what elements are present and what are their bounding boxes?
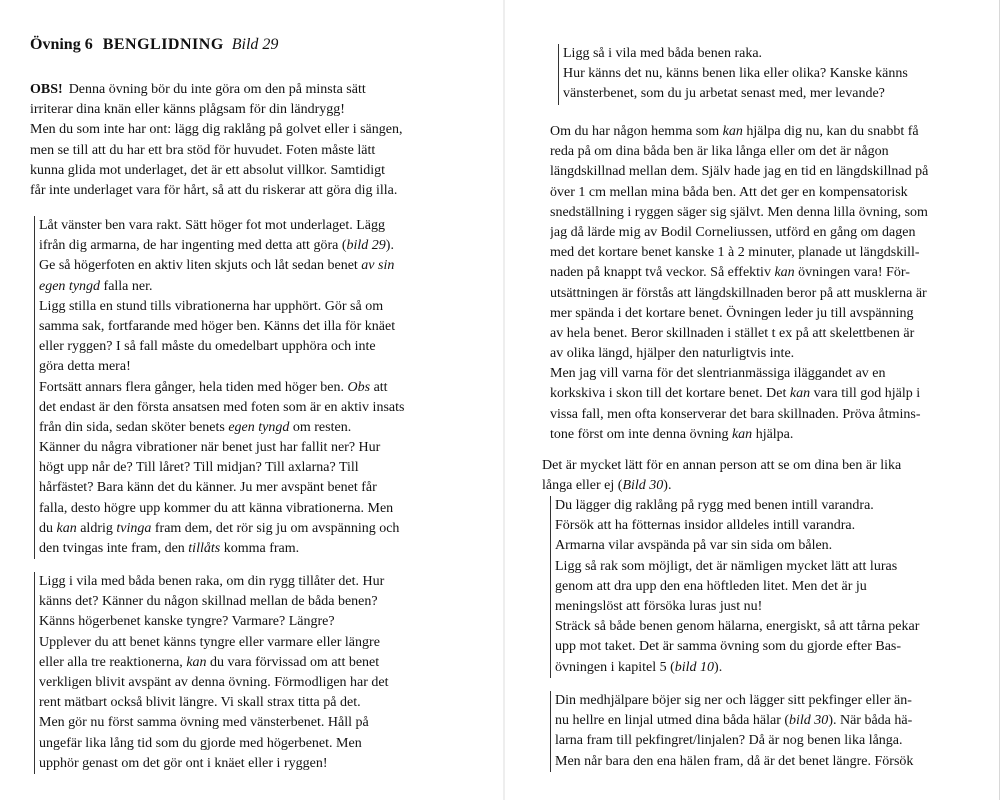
instruction-block-top [558, 44, 983, 105]
obs-label: OBS! [30, 82, 63, 97]
text-line: Ligg så i vila med båda benen raka. [563, 46, 763, 61]
text-line: snedställning i ryggen säger sig självt. Men denna lilla övning, som [550, 204, 928, 220]
instruction-block-4 [550, 691, 995, 772]
text-line: Armarna vilar avspända på var sin sida om bålen. [555, 538, 833, 554]
text-line: långa eller ej (Bild 30). [542, 478, 672, 494]
text-line: nu hellre en linjal utmed dina båda hälar (bild 30). När båda hä- [555, 713, 913, 729]
text-line: Denna övning bör du inte göra om den på minsta sätt [68, 82, 366, 97]
text-line: göra detta mera! [39, 359, 131, 375]
text-line: av hela benet. Beror skillnaden i stället t ex på att skelettbenen är [550, 325, 915, 341]
text-line: Men jag vill varna för det slentrianmässiga iläggandet av en [550, 366, 886, 382]
left-page [0, 0, 490, 800]
text-line: från din sida, sedan sköter benets egen tyngd om resten. [39, 419, 352, 435]
text-line: Fortsätt annars flera gånger, hela tiden med höger ben. Obs att [39, 379, 388, 395]
instruction-block-2 [34, 572, 459, 774]
text-line: Om du har någon hemma som kan hjälpa dig nu, kan du snabbt få [550, 124, 919, 139]
text-line: utsättningen är förstås att längdskillnaden beror på att musklerna är [550, 285, 927, 301]
text-line: vänsterbenet, som du ju arbetat senast med, mer levande? [563, 86, 885, 102]
text-line: den tvingas inte fram, den tillåts komma fram. [39, 541, 300, 556]
text-line: Men du som inte har ont: lägg dig raklång på golvet eller i sängen, [30, 122, 403, 138]
text-line: av olika längd, hjälper den naturligtvis inte. [550, 346, 795, 362]
text-line: Det är mycket lätt för en annan person att se om dina ben är lika [542, 458, 902, 473]
instruction-block-3 [550, 496, 995, 678]
text-line: längdskillnad mellan dem. Själv hade jag en tid en längdskillnad på [550, 164, 929, 180]
text-line: Men gör nu först samma övning med vänsterbenet. Håll på [39, 715, 369, 731]
text-line: rent mätbart också blivit längre. Vi skall strax titta på det. [39, 695, 361, 711]
text-line: Låt vänster ben vara rakt. Sätt höger fot mot underlaget. Lägg [39, 218, 385, 233]
text-line: Hur känns det nu, känns benen lika eller olika? Kanske känns [563, 66, 908, 82]
text-line: falla, desto högre upp kommer du att känna vibrationerna. Men [39, 500, 394, 516]
text-line: hårfästet? Bara känn det du känner. Ju mer avspänt benet får [39, 480, 377, 496]
text-line: Du lägger dig raklång på rygg med benen intill varandra. [555, 498, 874, 513]
text-line: kunna glida mot underlaget, det är ett absolut villkor. Samtidigt [30, 162, 385, 178]
exercise-number: Övning 6 [30, 36, 93, 53]
text-line: Känns högerbenet kanske tyngre? Varmare? Längre? [39, 614, 335, 630]
text-line: reda på om dina båda ben är lika långa eller om det är någon [550, 144, 889, 160]
text-line: Ge så högerfoten en aktiv liten skjuts och låt sedan benet av sin [39, 258, 395, 274]
text-line: Sträck så både benen genom hälarna, energiskt, så att tårna pekar [555, 619, 920, 635]
text-line: irriterar dina knän eller känns plågsam för din ländrygg! [30, 102, 345, 118]
text-line: Din medhjälpare böjer sig ner och lägger sitt pekfinger eller än- [555, 693, 912, 708]
paragraph-leg-length [550, 122, 1000, 445]
text-line: eller ryggen? I så fall måste du omedelbart upphöra och inte [39, 339, 376, 355]
text-line: jag då lärde mig av Bodil Corneliussen, utförd en gång om dagen [550, 224, 916, 240]
right-page [528, 0, 1006, 800]
figure-reference: Bild 29 [231, 36, 279, 53]
book-spine [503, 0, 505, 800]
text-line: naden på knappt två veckor. Så effektiv kan övningen vara! För- [550, 265, 910, 281]
text-line: Försök att ha fötternas insidor alldeles intill varandra. [555, 518, 856, 534]
text-line: det endast är den första ansatsen med foten som är en aktiv insats [39, 399, 405, 415]
instruction-block-1 [34, 216, 459, 559]
text-line: tone först om inte denna övning kan hjälpa. [550, 426, 794, 442]
text-line: upphör genast om det gör ont i knäet eller i ryggen! [39, 755, 328, 771]
intro-paragraph [30, 80, 485, 201]
text-line: vissa fall, men ofta konserverar det bara skillnaden. Pröva åtmins- [550, 406, 921, 422]
text-line: Ligg i vila med båda benen raka, om din rygg tillåter det. Hur [39, 574, 385, 589]
text-line: övningen i kapitel 5 (bild 10). [555, 659, 723, 675]
text-line: meningslöst att försöka luras just nu! [555, 598, 763, 614]
text-line: genom att dra upp den ena höftleden litet. Men det är ju [555, 578, 867, 594]
text-line: egen tyngd falla ner. [39, 278, 153, 294]
text-line: över 1 cm mellan mina båda ben. Att det ger en kompensatorisk [550, 184, 908, 200]
exercise-heading [30, 36, 278, 54]
text-line: ifrån dig armarna, de har ingenting med detta att göra (bild 29). [39, 238, 394, 254]
text-line: Känner du några vibrationer när benet just har fallit ner? Hur [39, 440, 381, 456]
text-line: upp mot taket. Det är samma övning som du gjorde efter Bas- [555, 639, 902, 655]
text-line: men se till att du har ett bra stöd för huvudet. Foten måste lätt [30, 142, 376, 158]
text-line: eller alla tre reaktionerna, kan du vara förvissad om att benet [39, 654, 380, 670]
text-line: verkligen blivit avspänt av denna övning. Förmodligen har det [39, 674, 389, 690]
text-line: ungefär lika lång tid som du gjorde med högerbenet. Men [39, 735, 362, 751]
text-line: korkskiva i skon till det kortare benet. Det kan vara till god hjälp i [550, 386, 921, 402]
text-line: Ligg så rak som möjligt, det är nämligen mycket lätt att luras [555, 558, 898, 574]
paragraph-observe [542, 456, 992, 496]
text-line: mer spända i det kortare benet. Övningen leder ju till avspänning [550, 305, 914, 321]
text-line: känns det? Känner du någon skillnad mellan de båda benen? [39, 594, 378, 610]
text-line: Men når bara den ena hälen fram, då är det benet längre. Försök [555, 753, 914, 769]
text-line: får inte underlaget vara för hårt, så att du riskerar att göra dig illa. [30, 182, 398, 198]
text-line: du kan aldrig tvinga fram dem, det rör sig ju om avspänning och [39, 520, 400, 536]
exercise-title: BENGLIDNING [102, 36, 224, 53]
text-line: larna fram till pekfingret/linjalen? Då är nog benen lika långa. [555, 733, 903, 749]
text-line: högt upp når de? Till låret? Till midjan? Till axlarna? Till [39, 460, 359, 476]
text-line: Upplever du att benet känns tyngre eller varmare eller längre [39, 634, 380, 650]
text-line: samma sak, fortfarande med höger ben. Känns det illa för knäet [39, 318, 396, 334]
text-line: Ligg stilla en stund tills vibrationerna har upphört. Gör så om [39, 298, 384, 314]
text-line: med det kortare benet kanske 1 à 2 minuter, planade ut längdskill- [550, 245, 920, 261]
